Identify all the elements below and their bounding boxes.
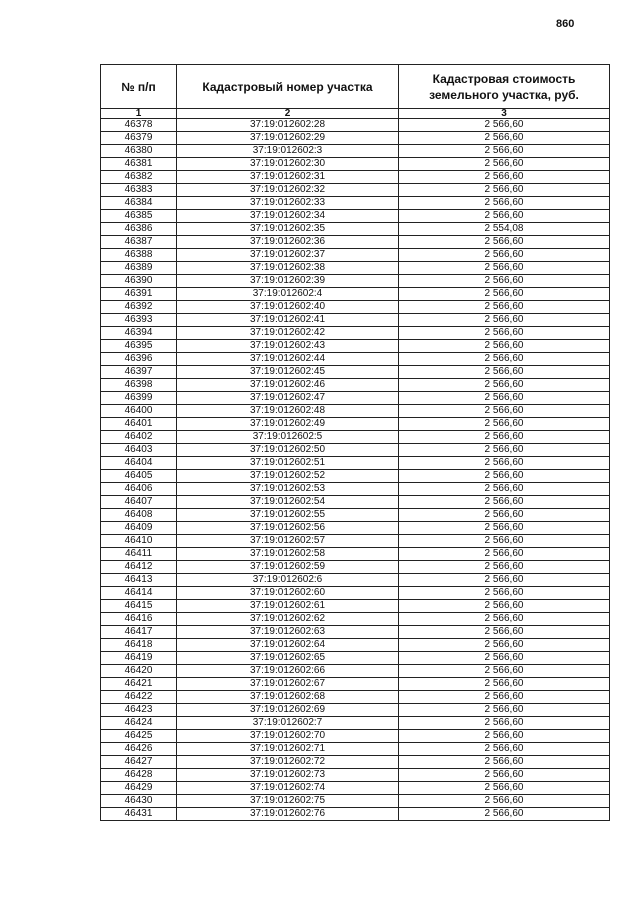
row-number-cell: 46401 [101,418,177,431]
cadastral-number-cell: 37:19:012602:37 [177,249,399,262]
cadastral-number-cell: 37:19:012602:46 [177,379,399,392]
cadastral-number-cell: 37:19:012602:31 [177,171,399,184]
cadastral-number-cell: 37:19:012602:28 [177,119,399,132]
cadastral-number-cell: 37:19:012602:56 [177,522,399,535]
cadastral-value-cell: 2 566,60 [399,353,610,366]
header-cadastral-value: Кадастровая стоимость земельного участка, руб. [399,65,610,109]
cadastral-value-cell: 2 566,60 [399,132,610,145]
table-row [101,496,610,509]
row-number-cell: 46418 [101,639,177,652]
table-row [101,704,610,717]
cadastral-number-cell: 37:19:012602:70 [177,730,399,743]
cadastral-value-cell: 2 566,60 [399,262,610,275]
row-number-cell: 46392 [101,301,177,314]
cadastral-number-cell: 37:19:012602:71 [177,743,399,756]
table-row [101,743,610,756]
cadastral-number-cell: 37:19:012602:69 [177,704,399,717]
cadastral-number-cell: 37:19:012602:43 [177,340,399,353]
row-number-cell: 46402 [101,431,177,444]
table-row [101,626,610,639]
table-row [101,119,610,132]
table-row [101,288,610,301]
table-row [101,236,610,249]
row-number-cell: 46429 [101,782,177,795]
table-row [101,587,610,600]
cadastral-number-cell: 37:19:012602:73 [177,769,399,782]
row-number-cell: 46381 [101,158,177,171]
cadastral-value-cell: 2 566,60 [399,496,610,509]
cadastral-value-cell: 2 566,60 [399,665,610,678]
cadastral-number-cell: 37:19:012602:50 [177,444,399,457]
row-number-cell: 46393 [101,314,177,327]
cadastral-number-cell: 37:19:012602:51 [177,457,399,470]
row-number-cell: 46417 [101,626,177,639]
table-row [101,808,610,821]
cadastral-value-cell: 2 566,60 [399,197,610,210]
cadastral-value-cell: 2 566,60 [399,639,610,652]
row-number-cell: 46426 [101,743,177,756]
cadastral-number-cell: 37:19:012602:49 [177,418,399,431]
row-number-cell: 46396 [101,353,177,366]
table-row [101,652,610,665]
table-row [101,691,610,704]
cadastral-number-cell: 37:19:012602:57 [177,535,399,548]
table-row [101,184,610,197]
cadastral-number-cell: 37:19:012602:40 [177,301,399,314]
cadastral-value-cell: 2 566,60 [399,301,610,314]
row-number-cell: 46379 [101,132,177,145]
cadastral-number-cell: 37:19:012602:66 [177,665,399,678]
cadastral-number-cell: 37:19:012602:36 [177,236,399,249]
cadastral-value-cell: 2 566,60 [399,431,610,444]
table-row [101,756,610,769]
cadastral-value-cell: 2 566,60 [399,184,610,197]
cadastral-value-cell: 2 566,60 [399,288,610,301]
cadastral-number-cell: 37:19:012602:76 [177,808,399,821]
row-number-cell: 46387 [101,236,177,249]
table-row [101,275,610,288]
cadastral-table [100,64,610,821]
table-row [101,535,610,548]
cadastral-value-cell: 2 566,60 [399,730,610,743]
cadastral-value-cell: 2 566,60 [399,405,610,418]
cadastral-value-cell: 2 566,60 [399,548,610,561]
cadastral-number-cell: 37:19:012602:32 [177,184,399,197]
row-number-cell: 46399 [101,392,177,405]
table-row [101,574,610,587]
row-number-cell: 46410 [101,535,177,548]
cadastral-value-cell: 2 566,60 [399,795,610,808]
cadastral-value-cell: 2 566,60 [399,379,610,392]
row-number-cell: 46431 [101,808,177,821]
cadastral-value-cell: 2 566,60 [399,743,610,756]
column-number: 2 [177,109,399,119]
row-number-cell: 46412 [101,561,177,574]
cadastral-number-cell: 37:19:012602:30 [177,158,399,171]
cadastral-value-cell: 2 566,60 [399,652,610,665]
cadastral-number-cell: 37:19:012602:63 [177,626,399,639]
cadastral-number-cell: 37:19:012602:29 [177,132,399,145]
table-row [101,145,610,158]
table-row [101,600,610,613]
row-number-cell: 46419 [101,652,177,665]
cadastral-value-cell: 2 566,60 [399,587,610,600]
cadastral-number-cell: 37:19:012602:3 [177,145,399,158]
cadastral-value-cell: 2 566,60 [399,249,610,262]
cadastral-value-cell: 2 566,60 [399,769,610,782]
row-number-cell: 46424 [101,717,177,730]
table-row [101,795,610,808]
table-row [101,561,610,574]
cadastral-number-cell: 37:19:012602:68 [177,691,399,704]
column-number: 1 [101,109,177,119]
cadastral-value-cell: 2 566,60 [399,704,610,717]
row-number-cell: 46390 [101,275,177,288]
row-number-cell: 46425 [101,730,177,743]
table-body [101,119,610,821]
cadastral-value-cell: 2 554,08 [399,223,610,236]
row-number-cell: 46386 [101,223,177,236]
cadastral-number-cell: 37:19:012602:47 [177,392,399,405]
row-number-cell: 46421 [101,678,177,691]
cadastral-value-cell: 2 566,60 [399,236,610,249]
table-row [101,418,610,431]
cadastral-value-cell: 2 566,60 [399,327,610,340]
table-row [101,782,610,795]
row-number-cell: 46400 [101,405,177,418]
table-row [101,366,610,379]
cadastral-number-cell: 37:19:012602:52 [177,470,399,483]
table-row [101,444,610,457]
table-row [101,379,610,392]
cadastral-value-cell: 2 566,60 [399,119,610,132]
cadastral-number-cell: 37:19:012602:58 [177,548,399,561]
cadastral-value-cell: 2 566,60 [399,158,610,171]
row-number-cell: 46408 [101,509,177,522]
cadastral-number-cell: 37:19:012602:39 [177,275,399,288]
row-number-cell: 46430 [101,795,177,808]
row-number-cell: 46378 [101,119,177,132]
cadastral-number-cell: 37:19:012602:5 [177,431,399,444]
row-number-cell: 46382 [101,171,177,184]
row-number-cell: 46403 [101,444,177,457]
cadastral-value-cell: 2 566,60 [399,691,610,704]
row-number-cell: 46397 [101,366,177,379]
row-number-cell: 46389 [101,262,177,275]
cadastral-number-cell: 37:19:012602:33 [177,197,399,210]
row-number-cell: 46409 [101,522,177,535]
table-row [101,639,610,652]
row-number-cell: 46407 [101,496,177,509]
cadastral-value-cell: 2 566,60 [399,561,610,574]
table-row [101,548,610,561]
row-number-cell: 46384 [101,197,177,210]
cadastral-number-cell: 37:19:012602:34 [177,210,399,223]
cadastral-number-cell: 37:19:012602:62 [177,613,399,626]
row-number-cell: 46404 [101,457,177,470]
row-number-cell: 46415 [101,600,177,613]
table-row [101,314,610,327]
row-number-cell: 46380 [101,145,177,158]
table-row [101,340,610,353]
cadastral-value-cell: 2 566,60 [399,509,610,522]
row-number-cell: 46414 [101,587,177,600]
row-number-cell: 46383 [101,184,177,197]
table-row [101,522,610,535]
cadastral-value-cell: 2 566,60 [399,418,610,431]
table-row [101,431,610,444]
table-row [101,210,610,223]
row-number-cell: 46423 [101,704,177,717]
row-number-cell: 46427 [101,756,177,769]
table-row [101,171,610,184]
table-row [101,457,610,470]
table-header-row [101,65,610,109]
cadastral-value-cell: 2 566,60 [399,626,610,639]
cadastral-value-cell: 2 566,60 [399,756,610,769]
cadastral-number-cell: 37:19:012602:44 [177,353,399,366]
cadastral-number-cell: 37:19:012602:38 [177,262,399,275]
cadastral-number-cell: 37:19:012602:42 [177,327,399,340]
cadastral-value-cell: 2 566,60 [399,340,610,353]
cadastral-value-cell: 2 566,60 [399,366,610,379]
row-number-cell: 46428 [101,769,177,782]
column-number-row [101,109,610,119]
table-row [101,509,610,522]
table-row [101,301,610,314]
cadastral-value-cell: 2 566,60 [399,314,610,327]
cadastral-value-cell: 2 566,60 [399,210,610,223]
table-row [101,769,610,782]
table-row [101,483,610,496]
cadastral-number-cell: 37:19:012602:55 [177,509,399,522]
cadastral-number-cell: 37:19:012602:61 [177,600,399,613]
row-number-cell: 46398 [101,379,177,392]
table-row [101,665,610,678]
cadastral-number-cell: 37:19:012602:59 [177,561,399,574]
row-number-cell: 46406 [101,483,177,496]
row-number-cell: 46420 [101,665,177,678]
cadastral-number-cell: 37:19:012602:60 [177,587,399,600]
cadastral-number-cell: 37:19:012602:67 [177,678,399,691]
cadastral-value-cell: 2 566,60 [399,613,610,626]
cadastral-number-cell: 37:19:012602:64 [177,639,399,652]
cadastral-number-cell: 37:19:012602:7 [177,717,399,730]
header-row-number: № п/п [101,65,177,109]
table-row [101,223,610,236]
row-number-cell: 46413 [101,574,177,587]
row-number-cell: 46394 [101,327,177,340]
table-row [101,470,610,483]
row-number-cell: 46416 [101,613,177,626]
cadastral-number-cell: 37:19:012602:4 [177,288,399,301]
cadastral-value-cell: 2 566,60 [399,717,610,730]
cadastral-number-cell: 37:19:012602:74 [177,782,399,795]
cadastral-number-cell: 37:19:012602:54 [177,496,399,509]
page-number: 860 [556,18,575,30]
cadastral-value-cell: 2 566,60 [399,171,610,184]
table-row [101,405,610,418]
cadastral-value-cell: 2 566,60 [399,483,610,496]
cadastral-value-cell: 2 566,60 [399,444,610,457]
cadastral-number-cell: 37:19:012602:41 [177,314,399,327]
table-row [101,132,610,145]
table-row [101,717,610,730]
table-row [101,262,610,275]
cadastral-value-cell: 2 566,60 [399,678,610,691]
cadastral-value-cell: 2 566,60 [399,808,610,821]
cadastral-number-cell: 37:19:012602:65 [177,652,399,665]
cadastral-value-cell: 2 566,60 [399,457,610,470]
cadastral-number-cell: 37:19:012602:35 [177,223,399,236]
cadastral-value-cell: 2 566,60 [399,392,610,405]
row-number-cell: 46405 [101,470,177,483]
cadastral-value-cell: 2 566,60 [399,782,610,795]
cadastral-number-cell: 37:19:012602:45 [177,366,399,379]
cadastral-value-cell: 2 566,60 [399,600,610,613]
row-number-cell: 46385 [101,210,177,223]
table-row [101,353,610,366]
cadastral-number-cell: 37:19:012602:53 [177,483,399,496]
cadastral-value-cell: 2 566,60 [399,535,610,548]
cadastral-number-cell: 37:19:012602:6 [177,574,399,587]
row-number-cell: 46391 [101,288,177,301]
table-row [101,613,610,626]
cadastral-number-cell: 37:19:012602:48 [177,405,399,418]
row-number-cell: 46388 [101,249,177,262]
table-row [101,327,610,340]
row-number-cell: 46411 [101,548,177,561]
row-number-cell: 46395 [101,340,177,353]
header-cadastral-number: Кадастровый номер участка [177,65,399,109]
table-row [101,392,610,405]
column-number: 3 [399,109,610,119]
table-row [101,158,610,171]
cadastral-value-cell: 2 566,60 [399,574,610,587]
cadastral-value-cell: 2 566,60 [399,470,610,483]
cadastral-value-cell: 2 566,60 [399,275,610,288]
table-row [101,197,610,210]
cadastral-value-cell: 2 566,60 [399,145,610,158]
cadastral-number-cell: 37:19:012602:75 [177,795,399,808]
cadastral-number-cell: 37:19:012602:72 [177,756,399,769]
cadastral-value-cell: 2 566,60 [399,522,610,535]
table-row [101,730,610,743]
row-number-cell: 46422 [101,691,177,704]
table-row [101,678,610,691]
table-row [101,249,610,262]
